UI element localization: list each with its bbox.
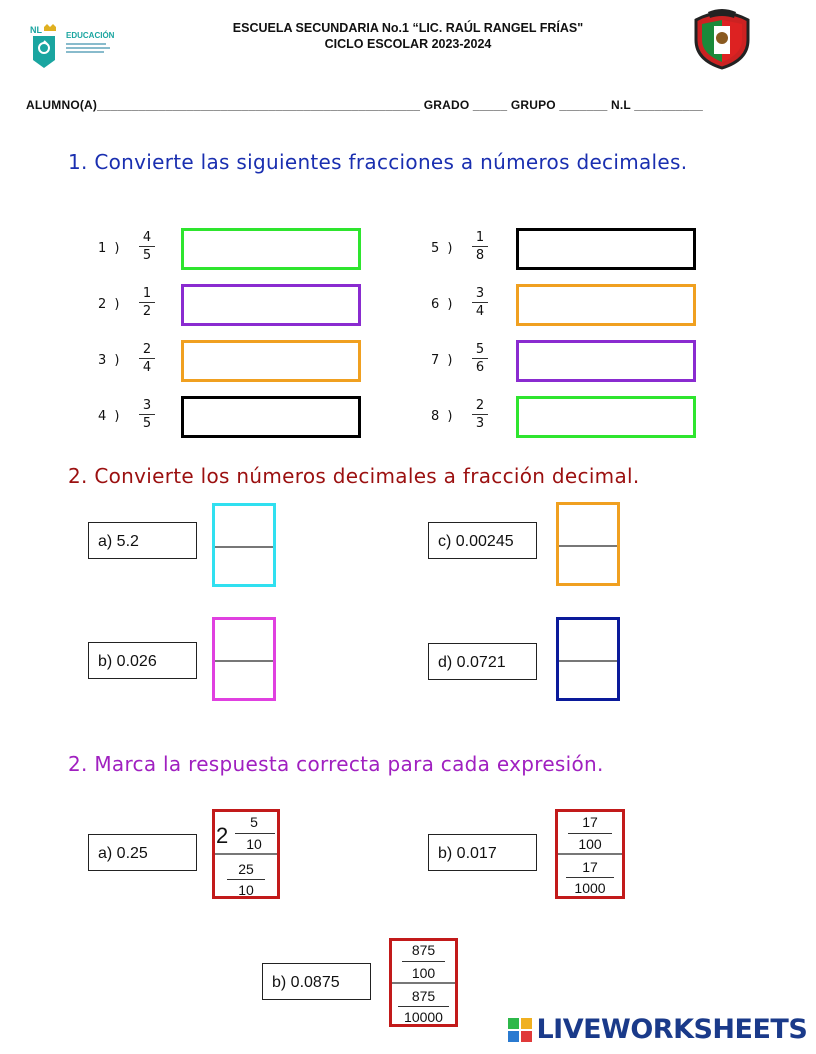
fraction-bar: [139, 246, 155, 247]
liveworksheets-text: LIVEWORKSHEETS: [536, 1014, 808, 1045]
decimal-label-d: d) 0.0721: [428, 643, 537, 680]
fraction-denominator: 5: [142, 416, 152, 431]
school-year: CICLO ESCOLAR 2023-2024: [324, 37, 492, 51]
fraction-answer-box-d[interactable]: [556, 617, 620, 701]
section3-title: 2. Marca la respuesta correcta para cada expresión.: [68, 752, 604, 776]
expression-label-a: a) 0.25: [88, 834, 197, 871]
decimal-answer-box-8[interactable]: [516, 396, 696, 438]
logo-education-text: EDUCACIÓN: [66, 31, 115, 40]
fraction-6: [470, 286, 490, 319]
fraction-bar: [472, 358, 488, 359]
logo-nl-text: NL: [30, 25, 42, 35]
decimal-answer-box-4[interactable]: [181, 396, 361, 438]
fraction-bar: [139, 358, 155, 359]
fraction-denominator: 3: [475, 416, 485, 431]
option-group-c: [389, 938, 458, 1027]
decimal-label-c: c) 0.00245: [428, 522, 537, 559]
fraction-numerator: 5: [475, 342, 485, 357]
question-number-4: 4 ): [98, 409, 122, 424]
fraction-answer-box-a[interactable]: [212, 503, 276, 587]
option-c2[interactable]: [392, 984, 455, 1025]
fraction-answer-box-c[interactable]: [556, 502, 620, 586]
fraction-3: [137, 342, 157, 375]
question-number-6: 6 ): [431, 297, 455, 312]
option-a1-numerator: 5: [250, 814, 258, 830]
option-a2-denominator: 10: [238, 882, 254, 898]
decimal-answer-box-5[interactable]: [516, 228, 696, 270]
question-number-2: 2 ): [98, 297, 122, 312]
question-number-7: 7 ): [431, 353, 455, 368]
option-a1[interactable]: [231, 812, 277, 853]
option-a1-denominator: 10: [246, 836, 262, 852]
fraction-2: [137, 286, 157, 319]
fraction-denominator: 2: [142, 304, 152, 319]
fraction-8: [470, 398, 490, 431]
section1-title: 1. Convierte las siguientes fracciones a números decimales.: [68, 150, 688, 174]
decimal-answer-box-6[interactable]: [516, 284, 696, 326]
fraction-denominator: 4: [142, 360, 152, 375]
fraction-numerator: 3: [475, 286, 485, 301]
fraction-bar: [472, 246, 488, 247]
decimal-answer-box-7[interactable]: [516, 340, 696, 382]
question-number-3: 3 ): [98, 353, 122, 368]
liveworksheets-icon: [508, 1018, 532, 1042]
fraction-numerator: 4: [142, 230, 152, 245]
student-info-line: ALUMNO(A)_______________________________________________ GRADO _____ GRUPO _______ N.L __________: [26, 98, 703, 112]
fraction-numerator: 2: [475, 398, 485, 413]
expression-label-c: b) 0.0875: [262, 963, 371, 1000]
option-a2[interactable]: [215, 855, 277, 896]
fraction-numerator: 1: [142, 286, 152, 301]
fraction-numerator: 1: [475, 230, 485, 245]
fraction-denominator: 8: [475, 248, 485, 263]
fraction-5: [470, 230, 490, 263]
question-number-8: 8 ): [431, 409, 455, 424]
liveworksheets-logo: [508, 1014, 807, 1045]
fraction-denominator: 5: [142, 248, 152, 263]
option-group-a: [212, 809, 280, 899]
fraction-bar: [472, 414, 488, 415]
option-b2-numerator: 17: [582, 859, 598, 875]
fraction-7: [470, 342, 490, 375]
fraction-answer-box-b[interactable]: [212, 617, 276, 701]
option-a1-whole: 2: [216, 823, 229, 848]
option-b1-denominator: 100: [578, 836, 602, 852]
expression-label-b: b) 0.017: [428, 834, 537, 871]
school-name: ESCUELA SECUNDARIA No.1 “LIC. RAÚL RANGEL FRÍAS": [232, 21, 584, 35]
option-c1-denominator: 100: [411, 965, 436, 981]
fraction-bar: [472, 302, 488, 303]
decimal-label-b: b) 0.026: [88, 642, 197, 679]
fraction-denominator: 4: [475, 304, 485, 319]
fraction-4: [137, 398, 157, 431]
section2-title: 2. Convierte los números decimales a fracción decimal.: [68, 464, 640, 488]
decimal-answer-box-2[interactable]: [181, 284, 361, 326]
option-b1[interactable]: [558, 812, 622, 853]
option-group-b: [555, 809, 625, 899]
fraction-bar: [139, 414, 155, 415]
fraction-bar: [139, 302, 155, 303]
option-b2[interactable]: [558, 855, 622, 896]
school-crest-logo: [688, 8, 756, 70]
option-c1[interactable]: [392, 941, 455, 982]
question-number-1: 1 ): [98, 241, 122, 256]
decimal-answer-box-1[interactable]: [181, 228, 361, 270]
fraction-numerator: 2: [142, 342, 152, 357]
fraction-denominator: 6: [475, 360, 485, 375]
option-b1-numerator: 17: [582, 814, 598, 830]
fraction-1: [137, 230, 157, 263]
option-c2-numerator: 875: [411, 988, 436, 1004]
option-c2-denominator: 10000: [404, 1009, 443, 1025]
fraction-numerator: 3: [142, 398, 152, 413]
decimal-label-a: a) 5.2: [88, 522, 197, 559]
decimal-answer-box-3[interactable]: [181, 340, 361, 382]
option-c1-numerator: 875: [411, 942, 436, 958]
option-b2-denominator: 1000: [574, 880, 606, 896]
question-number-5: 5 ): [431, 241, 455, 256]
option-a2-numerator: 25: [238, 861, 254, 877]
